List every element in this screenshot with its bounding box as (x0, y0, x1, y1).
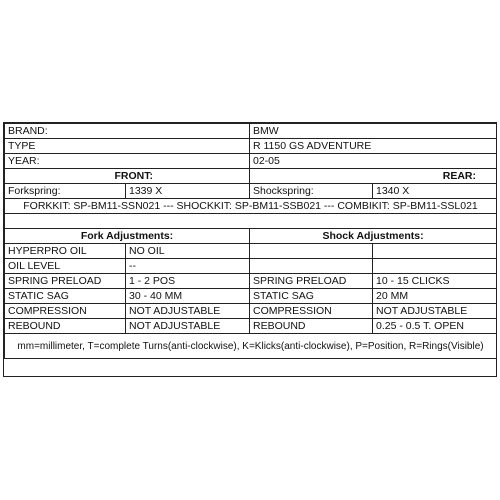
fork-adj-value: NOT ADJUSTABLE (126, 319, 250, 334)
row-year (5, 154, 497, 169)
adjustment-row (5, 304, 497, 319)
forkspring-value: 1339 X (126, 184, 250, 199)
fork-adj-label: SPRING PRELOAD (5, 274, 126, 289)
shock-adj-label (250, 259, 373, 274)
row-front-rear-headers (5, 169, 497, 184)
fork-adj-label: OIL LEVEL (5, 259, 126, 274)
adjustment-row (5, 319, 497, 334)
shock-adj-label: SPRING PRELOAD (250, 274, 373, 289)
year-label: YEAR: (5, 154, 250, 169)
shock-adj-value (373, 259, 497, 274)
fork-adj-label: STATIC SAG (5, 289, 126, 304)
fork-adj-label: COMPRESSION (5, 304, 126, 319)
fork-adj-label: REBOUND (5, 319, 126, 334)
shock-adj-label: COMPRESSION (250, 304, 373, 319)
fork-adj-value: 1 - 2 POS (126, 274, 250, 289)
kits-line: FORKKIT: SP-BM11-SSN021 --- SHOCKKIT: SP-BM11-SSB021 --- COMBIKIT: SP-BM11-SSL021 (5, 199, 497, 214)
rear-header: REAR: (250, 169, 497, 184)
shock-adj-value: 0.25 - 0.5 T. OPEN (373, 319, 497, 334)
shock-adjustments-header: Shock Adjustments: (250, 229, 497, 244)
type-value: R 1150 GS ADVENTURE (250, 139, 497, 154)
forkspring-label: Forkspring: (5, 184, 126, 199)
shock-adj-value: 20 MM (373, 289, 497, 304)
spec-table (4, 123, 497, 359)
adjustment-row (5, 244, 497, 259)
shockspring-value: 1340 X (373, 184, 497, 199)
shock-adj-label: REBOUND (250, 319, 373, 334)
fork-adj-value: NO OIL (126, 244, 250, 259)
adjustment-row (5, 259, 497, 274)
shock-adj-value: 10 - 15 CLICKS (373, 274, 497, 289)
fork-adj-value: 30 - 40 MM (126, 289, 250, 304)
shockspring-label: Shockspring: (250, 184, 373, 199)
row-spacer (5, 214, 497, 229)
row-brand (5, 124, 497, 139)
type-label: TYPE (5, 139, 250, 154)
adjustment-row (5, 289, 497, 304)
suspension-spec-sheet (3, 122, 497, 377)
row-springs (5, 184, 497, 199)
year-value: 02-05 (250, 154, 497, 169)
adjustment-row (5, 274, 497, 289)
row-type (5, 139, 497, 154)
row-legend (5, 334, 497, 359)
row-kits (5, 199, 497, 214)
shock-adj-label (250, 244, 373, 259)
fork-adj-value: -- (126, 259, 250, 274)
front-header: FRONT: (5, 169, 250, 184)
shock-adj-value (373, 244, 497, 259)
shock-adj-label: STATIC SAG (250, 289, 373, 304)
fork-adjustments-header: Fork Adjustments: (5, 229, 250, 244)
legend-note: mm=millimeter, T=complete Turns(anti-clockwise), K=Klicks(anti-clockwise), P=Position, R=Rings(Visible) (5, 334, 497, 359)
row-adjustment-headers (5, 229, 497, 244)
spacer-cell (5, 214, 497, 229)
brand-label: BRAND: (5, 124, 250, 139)
fork-adj-value: NOT ADJUSTABLE (126, 304, 250, 319)
brand-value: BMW (250, 124, 497, 139)
fork-adj-label: HYPERPRO OIL (5, 244, 126, 259)
shock-adj-value: NOT ADJUSTABLE (373, 304, 497, 319)
